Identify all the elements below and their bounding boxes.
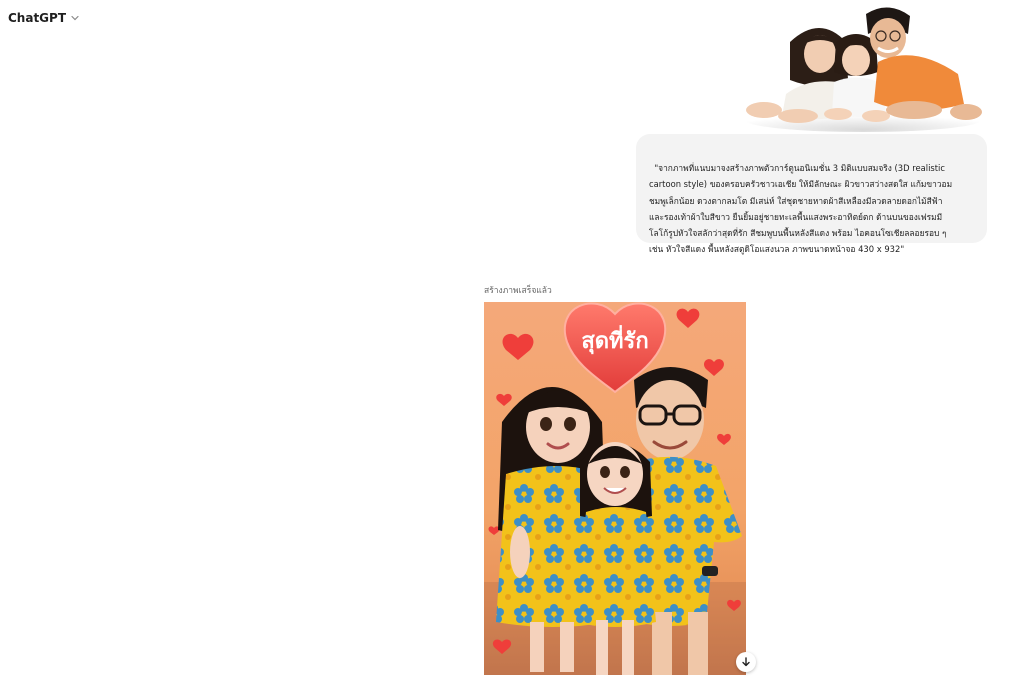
- user-uploaded-photo[interactable]: [738, 2, 984, 130]
- user-message-bubble: [636, 134, 987, 255]
- user-message-text: "จากภาพที่แนบมาจงสร้างภาพตัวการ์ตูนอนิเมชั่น 3 มิติแบบสมจริง (3D realistic cartoon style) ของครอบครัวชาวเอเชีย ให้มีลักษณะ ผิวขาวสว่างสดใส แก้มขาวอม ชมพูเล็กน้อย ดวงตากลมโต มีเสน่ห์ ใส่ชุดชายหาดผ้าสีเหลืองมีลวดลายดอกไม้สีฟ้า และรองเท้าผ้าใบสีขาว ยืนยิ้มอยู่ชายทะเลพื้นแสงพระอาทิตย์ตก ด้านบนของเฟรมมี โลโก้รูปหัวใจสลักว่าสุดที่รัก สีชมพูบนพื้นหลังสีแดง พร้อม ไอคอนโซเชียลลอยรอบ ๆ เช่น หัวใจสีแดง พื้นหลังสตูดิโอแสงนวล ภาพขนาดหน้าจอ 430 x 932": [649, 163, 953, 255]
- image-status-label: สร้างภาพเสร็จแล้ว: [484, 286, 552, 296]
- download-icon: [740, 656, 752, 668]
- generated-image[interactable]: [484, 302, 746, 675]
- chevron-down-icon: [70, 13, 80, 23]
- app-title: ChatGPT: [8, 11, 67, 25]
- heart-logo-text: สุดที่รัก: [581, 329, 649, 354]
- download-button[interactable]: [736, 652, 756, 672]
- model-selector[interactable]: [8, 11, 80, 25]
